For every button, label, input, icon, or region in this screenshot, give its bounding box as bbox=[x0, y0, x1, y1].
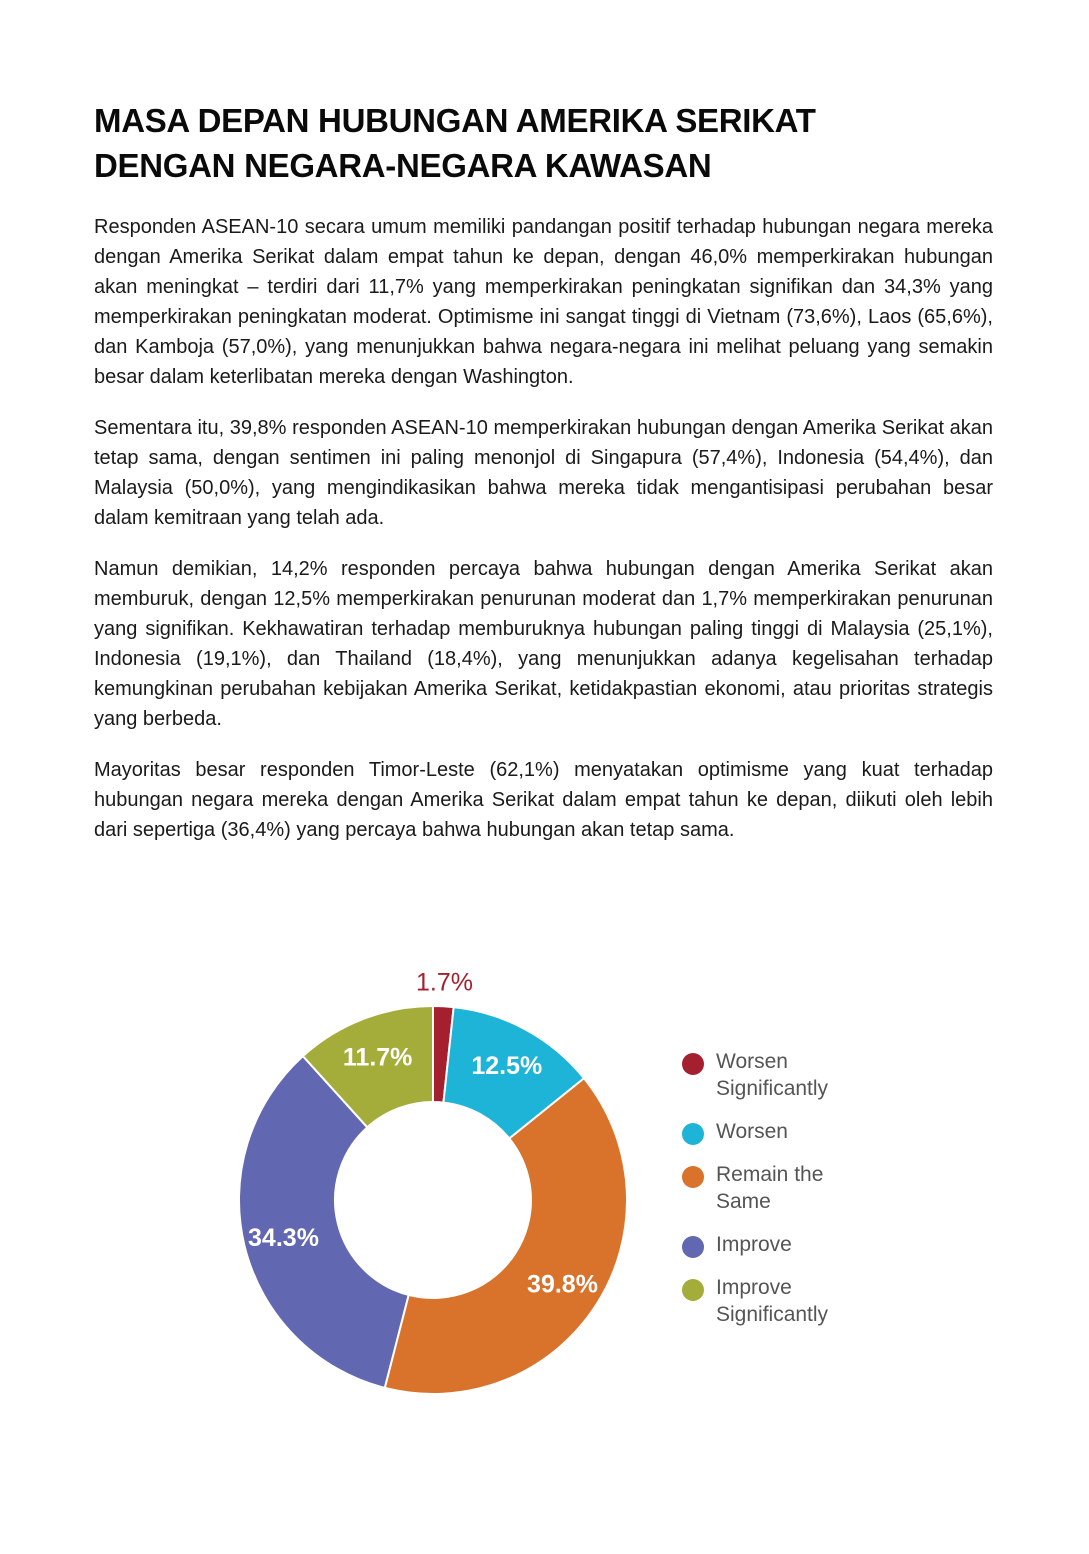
legend-label-line1: Worsen bbox=[716, 1050, 788, 1073]
page-title bbox=[94, 98, 994, 188]
paragraph: Mayoritas besar responden Timor-Leste (62,1%) menyatakan optimisme yang kuat terhadap hubungan negara mereka dengan Amerika Serikat dalam empat tahun ke depan, diikuti oleh lebih dari sepertiga (36,4%) yang percaya bahwa hubungan akan tetap sama. bbox=[94, 759, 993, 841]
legend-label-line1: Worsen bbox=[716, 1120, 788, 1143]
legend-swatch bbox=[682, 1279, 704, 1301]
legend-swatch bbox=[682, 1236, 704, 1258]
slice-value-label: 12.5% bbox=[471, 1051, 543, 1080]
chart-legend bbox=[680, 1048, 900, 1344]
legend-label-line2: Same bbox=[716, 1190, 771, 1213]
donut-chart-svg bbox=[200, 960, 660, 1400]
legend-item bbox=[680, 1231, 900, 1258]
legend-item bbox=[680, 1048, 900, 1102]
legend-swatch bbox=[682, 1166, 704, 1188]
slice-value-label: 34.3% bbox=[248, 1223, 319, 1252]
paragraph: Sementara itu, 39,8% responden ASEAN-10 memperkirakan hubungan dengan Amerika Serikat akan tetap sama, dengan sentimen ini paling menonjol di Singapura (57,4%), Indonesia (54,4%), dan Malaysia (50,0%), yang mengindikasikan bahwa mereka tidak mengantisipasi perubahan besar dalam kemitraan yang telah ada. bbox=[94, 417, 993, 529]
legend-item bbox=[680, 1118, 900, 1145]
paragraph: Responden ASEAN-10 secara umum memiliki pandangan positif terhadap hubungan negara mereka dengan Amerika Serikat dalam empat tahun ke depan, dengan 46,0% memperkirakan hubungan akan meningkat – terdiri dari 11,7% yang memperkirakan peningkatan signifikan dan 34,3% yang memperkirakan peningkatan moderat. Optimisme ini sangat tinggi di Vietnam (73,6%), Laos (65,6%), dan Kamboja (57,0%), yang menunjukkan bahwa negara-negara ini melihat peluang yang semakin besar dalam keterlibatan mereka dengan Washington. bbox=[94, 216, 993, 388]
legend-item bbox=[680, 1161, 900, 1215]
legend-item bbox=[680, 1274, 900, 1328]
title-line-2: DENGAN NEGARA-NEGARA KAWASAN bbox=[94, 147, 712, 184]
slice-value-label: 1.7% bbox=[416, 968, 474, 997]
article-body bbox=[94, 212, 993, 866]
legend-label-line2: Significantly bbox=[716, 1077, 829, 1100]
slice-value-label: 39.8% bbox=[527, 1270, 598, 1299]
legend-label-line1: Improve bbox=[716, 1233, 792, 1256]
donut-chart bbox=[200, 960, 900, 1400]
legend-label-line1: Remain the bbox=[716, 1163, 824, 1186]
paragraph: Namun demikian, 14,2% responden percaya bahwa hubungan dengan Amerika Serikat akan memburuk, dengan 12,5% memperkirakan penurunan moderat dan 1,7% memperkirakan penurunan yang signifikan. Kekhawatiran terhadap memburuknya hubungan paling tinggi di Malaysia (25,1%), Indonesia (19,1%), dan Thailand (18,4%), yang menunjukkan adanya kegelisahan terhadap kemungkinan perubahan kebijakan Amerika Serikat, ketidakpastian ekonomi, atau prioritas strategis yang berbeda. bbox=[94, 558, 993, 730]
legend-label-line2: Significantly bbox=[716, 1303, 829, 1326]
slice-value-label: 11.7% bbox=[342, 1043, 413, 1072]
legend-label-line1: Improve bbox=[716, 1276, 792, 1299]
legend-swatch bbox=[682, 1123, 704, 1145]
legend-swatch bbox=[682, 1053, 704, 1075]
title-line-1: MASA DEPAN HUBUNGAN AMERIKA SERIKAT bbox=[94, 102, 816, 139]
